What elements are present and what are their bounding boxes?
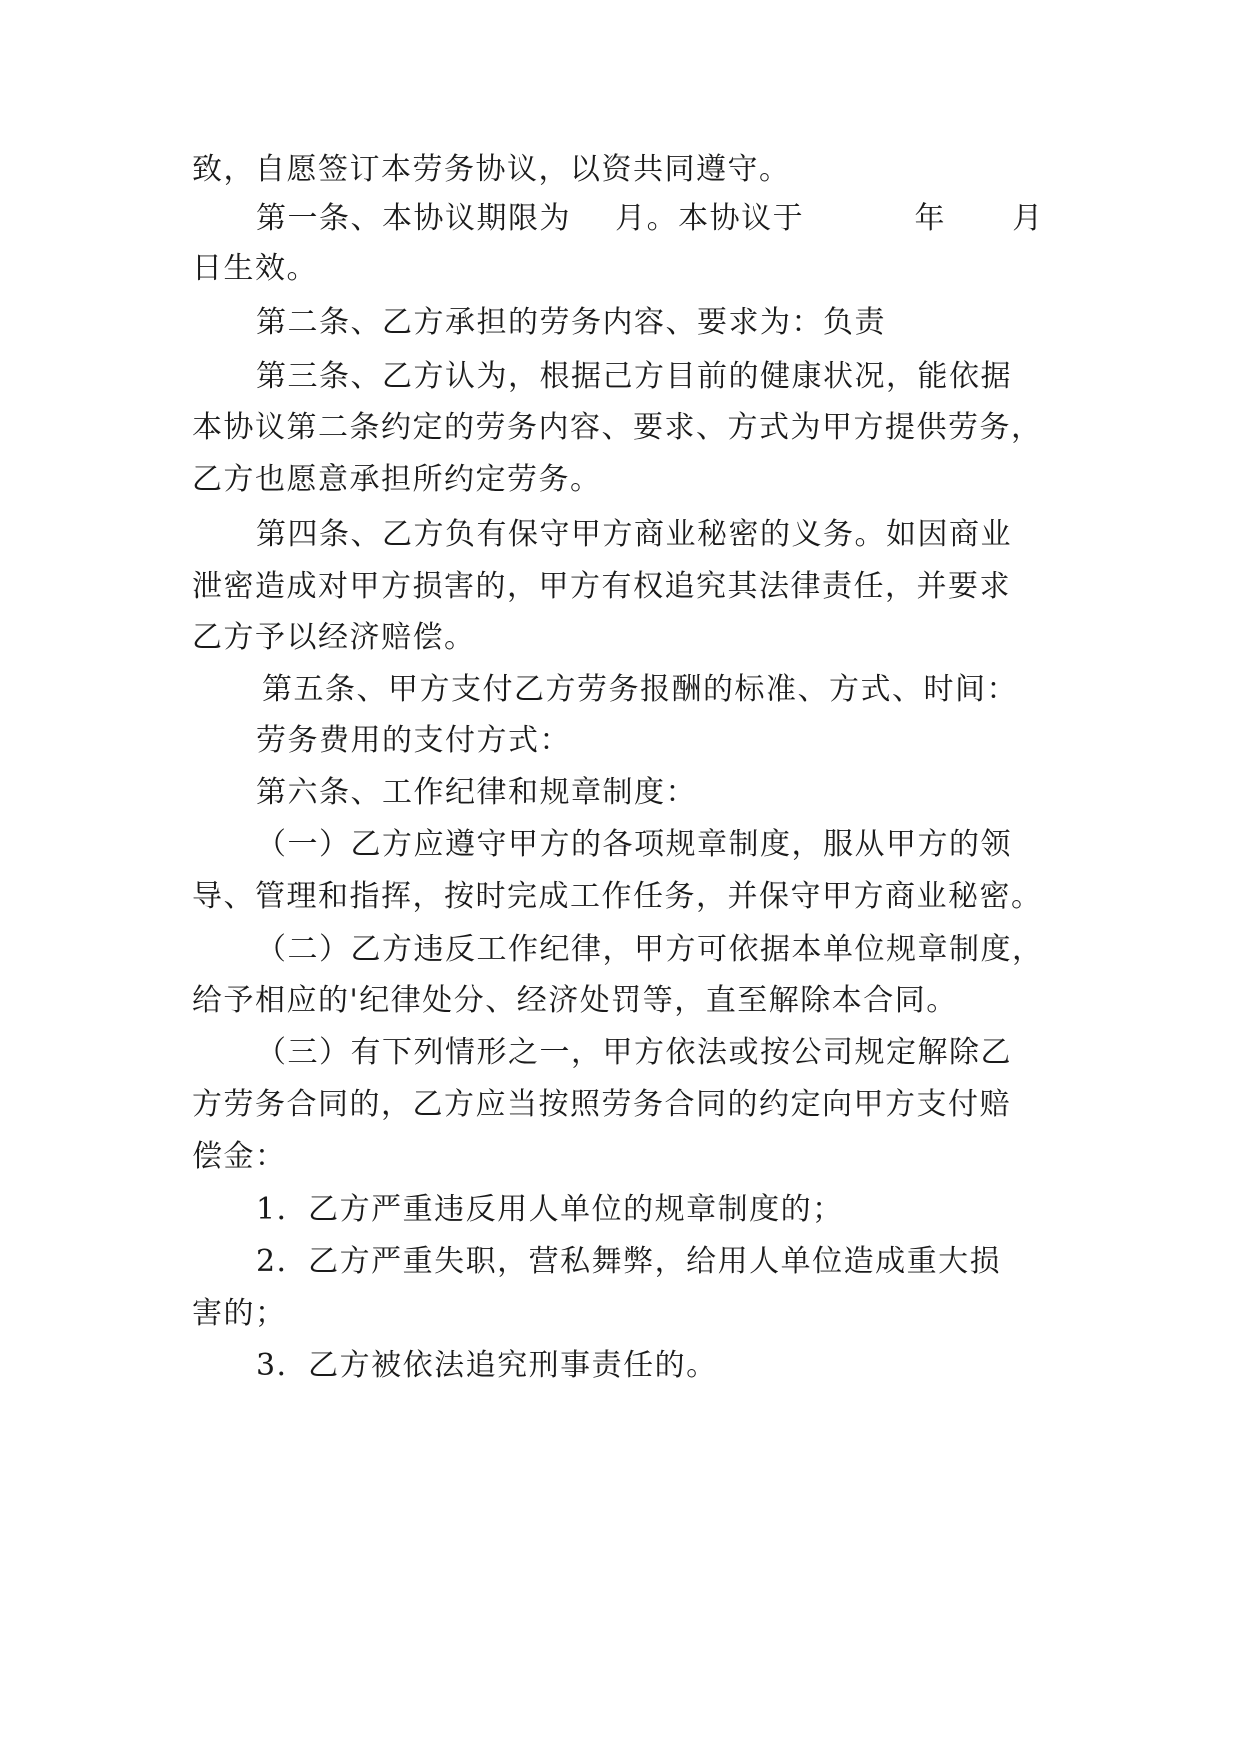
text-line: 1．乙方严重违反用人单位的规章制度的；: [256, 1192, 844, 1227]
text-line: 本协议第二条约定的劳务内容、要求、方式为甲方提供劳务，: [192, 410, 1043, 445]
text-line: （一）乙方应遵守甲方的各项规章制度，服从甲方的领: [256, 827, 1012, 862]
text-line: 第五条、甲方支付乙方劳务报酬的标准、方式、时间：: [262, 672, 1018, 707]
text-line: 方劳务合同的，乙方应当按照劳务合同的约定向甲方支付赔: [192, 1087, 1011, 1122]
text-line: 2．乙方严重失职，营私舞弊，给用人单位造成重大损: [256, 1244, 1002, 1279]
text-line: （三）有下列情形之一，甲方依法或按公司规定解除乙: [256, 1035, 1012, 1070]
text-line: 第二条、乙方承担的劳务内容、要求为：负责: [256, 305, 886, 340]
text-line: 给予相应的'纪律处分、经济处罚等，直至解除本合同。: [192, 983, 958, 1018]
text-line: 乙方也愿意承担所约定劳务。: [192, 462, 602, 497]
text-line: 第四条、乙方负有保守甲方商业秘密的义务。如因商业: [256, 517, 1012, 552]
text-line: 致，自愿签订本劳务协议，以资共同遵守。: [192, 152, 791, 187]
text-line: 劳务费用的支付方式：: [256, 723, 571, 758]
text-line: 第三条、乙方认为，根据己方目前的健康状况，能依据: [256, 359, 1012, 394]
text-line: 乙方予以经济赔偿。: [192, 620, 476, 655]
text-line: 第一条、本协议期限为 月。本协议于 年 月: [256, 201, 1044, 236]
text-line: 偿金：: [192, 1139, 287, 1174]
text-line: 第六条、工作纪律和规章制度：: [256, 775, 697, 810]
text-line: 害的；: [192, 1296, 287, 1331]
text-line: 3．乙方被依法追究刑事责任的。: [256, 1348, 718, 1383]
text-line: 导、管理和指挥，按时完成工作任务，并保守甲方商业秘密。: [192, 879, 1043, 914]
text-line: （二）乙方违反工作纪律，甲方可依据本单位规章制度，: [256, 932, 1044, 967]
text-line: 日生效。: [192, 251, 318, 286]
text-line: 泄密造成对甲方损害的，甲方有权追究其法律责任，并要求: [192, 569, 1011, 604]
